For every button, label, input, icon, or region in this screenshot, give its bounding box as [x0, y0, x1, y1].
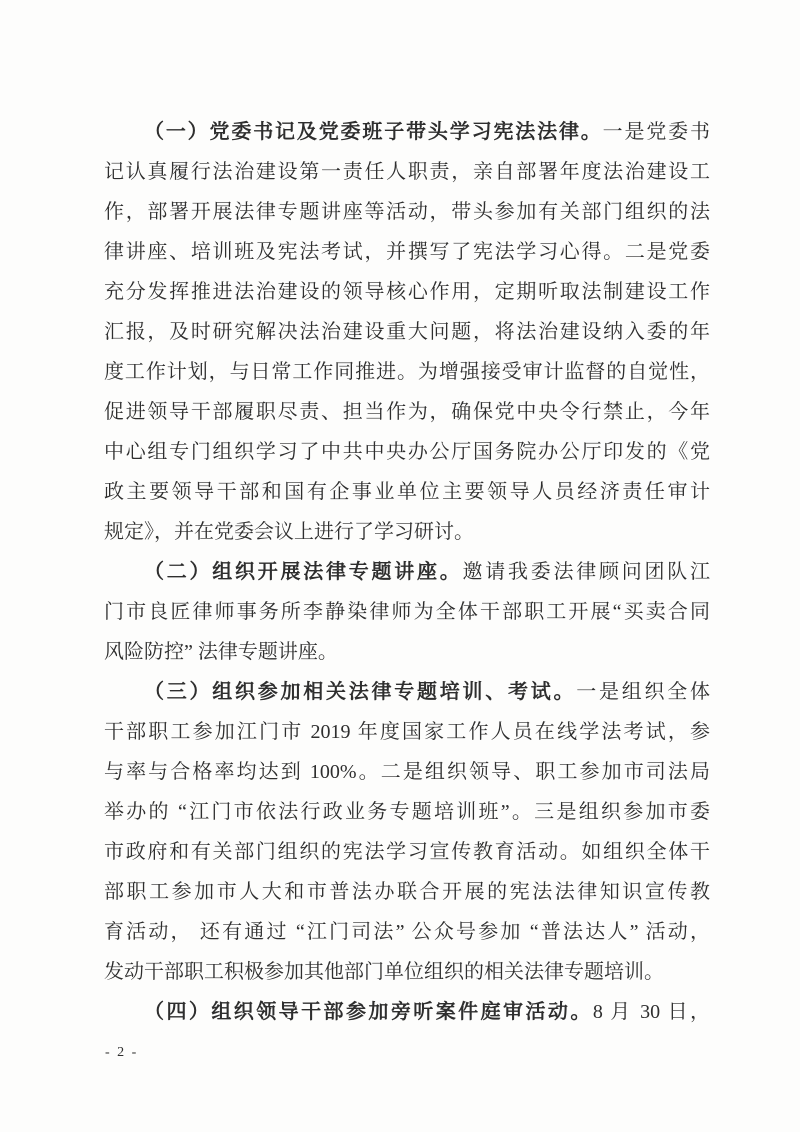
text-line: [104, 912, 710, 952]
text-line: [104, 832, 710, 872]
body-text: 规定》，并在党委会议上进行了学习研讨。: [104, 521, 474, 543]
text-line: [104, 312, 710, 352]
section-heading: （二）组织开展法律专题讲座。: [144, 561, 463, 583]
text-line: [104, 712, 710, 752]
text-line: [104, 272, 710, 312]
text-line: [104, 552, 710, 592]
text-line: [104, 392, 710, 432]
text-line: [104, 192, 710, 232]
text-line: [104, 472, 710, 512]
body-text: 干部职工参加江门市 2019 年度国家工作人员在线学法考试，参: [104, 721, 710, 743]
body-text: 记认真履行法治建设第一责任人职责，亲自部署年度法治建设工: [104, 161, 710, 183]
text-line: [104, 632, 710, 672]
body-text: 与率与合格率均达到 100%。二是组织领导、职工参加市司法局: [104, 761, 710, 783]
body-text: 邀请我委法律顾问团队江: [462, 561, 710, 583]
body-text: 律讲座、培训班及宪法考试，并撰写了宪法学习心得。二是党委: [104, 241, 710, 263]
text-line: [104, 592, 710, 632]
section-heading: （一）党委书记及党委班子带头学习宪法法律。: [144, 121, 603, 143]
body-text: 一是组织全体: [576, 681, 710, 703]
body-text: 8 月 30 日，: [592, 1001, 710, 1023]
section-heading: （三）组织参加相关法律专题培训、考试。: [144, 681, 577, 703]
body-text: 门市良匠律师事务所李静染律师为全体干部职工开展“买卖合同: [104, 601, 710, 623]
text-line: [104, 512, 710, 552]
text-line: [104, 792, 710, 832]
text-line: [104, 872, 710, 912]
text-line: [104, 432, 710, 472]
body-text: 市政府和有关部门组织的宪法学习宣传教育活动。如组织全体干: [104, 841, 710, 863]
body-text: 促进领导干部履职尽责、担当作为，确保党中央令行禁止，今年: [104, 401, 710, 423]
text-line: [104, 232, 710, 272]
body-text: 风险防控” 法律专题讲座。: [104, 641, 338, 663]
page-number: - 2 -: [105, 1045, 139, 1060]
body-text: 举办的 “江门市依法行政业务专题培训班”。三是组织参加市委: [104, 801, 710, 823]
text-line: [104, 752, 710, 792]
body-text: 作，部署开展法律专题讲座等活动，带头参加有关部门组织的法: [104, 201, 710, 223]
section-heading: （四）组织领导干部参加旁听案件庭审活动。: [144, 1001, 593, 1023]
text-line: [104, 152, 710, 192]
text-line: [104, 952, 710, 992]
body-text: 一是党委书: [602, 121, 710, 143]
document-body: [104, 112, 710, 1032]
text-line: [104, 992, 710, 1032]
body-text: 中心组专门组织学习了中共中央办公厅国务院办公厅印发的《党: [104, 441, 710, 463]
body-text: 育活动， 还有通过 “江门司法” 公众号参加 “普法达人” 活动，: [104, 921, 710, 943]
body-text: 政主要领导干部和国有企事业单位主要领导人员经济责任审计: [104, 481, 710, 503]
text-line: [104, 112, 710, 152]
body-text: 充分发挥推进法治建设的领导核心作用，定期听取法制建设工作: [104, 281, 710, 303]
body-text: 发动干部职工积极参加其他部门单位组织的相关法律专题培训。: [104, 961, 664, 983]
text-line: [104, 352, 710, 392]
body-text: 度工作计划，与日常工作同推进。为增强接受审计监督的自觉性，: [104, 361, 710, 383]
body-text: 汇报，及时研究解决法治建设重大问题，将法治建设纳入委的年: [104, 321, 710, 343]
body-text: 部职工参加市人大和市普法办联合开展的宪法法律知识宣传教: [104, 881, 710, 903]
text-line: [104, 672, 710, 712]
